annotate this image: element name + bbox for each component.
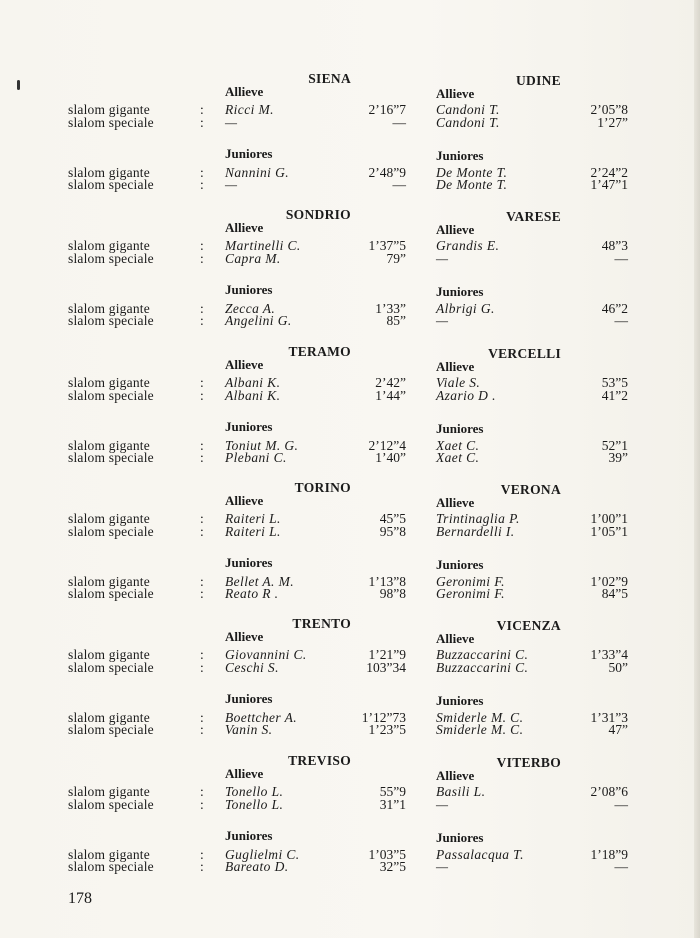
athlete-name: Capra M. xyxy=(225,251,281,266)
athlete-name: Xaet C. xyxy=(436,438,480,453)
section-header-allieve: Allieve xyxy=(436,495,475,510)
result-time: 1’31”3 xyxy=(590,710,628,725)
label-slalom-speciale: slalom speciale xyxy=(68,177,154,192)
label-slalom-gigante: slalom gigante xyxy=(68,438,150,453)
result-time: 55”9 xyxy=(379,784,406,799)
result-time: 39” xyxy=(608,450,628,465)
label-slalom-speciale: slalom speciale xyxy=(68,524,154,539)
page-number: 178 xyxy=(68,890,92,907)
result-time: 1’40” xyxy=(375,450,406,465)
athlete-name: — xyxy=(436,797,449,812)
section-header-allieve: Allieve xyxy=(436,768,475,783)
athlete-name: — xyxy=(225,177,238,192)
colon: : xyxy=(200,115,204,130)
label-slalom-speciale: slalom speciale xyxy=(68,660,154,675)
result-time: — xyxy=(392,115,406,130)
label-slalom-gigante: slalom gigante xyxy=(68,710,150,725)
athlete-name: Bellet A. M. xyxy=(225,574,295,589)
colon: : xyxy=(200,847,204,862)
city-heading-left: TORINO xyxy=(294,480,351,495)
section-header-allieve: Allieve xyxy=(225,629,264,644)
label-slalom-gigante: slalom gigante xyxy=(68,847,150,862)
result-time: 2’48”9 xyxy=(368,165,406,180)
athlete-name: Boettcher A. xyxy=(225,710,298,725)
athlete-name: Albani K. xyxy=(225,375,281,390)
label-slalom-gigante: slalom gigante xyxy=(68,301,150,316)
section-header-allieve: Allieve xyxy=(436,631,475,646)
athlete-name: De Monte T. xyxy=(436,177,508,192)
result-time: — xyxy=(614,859,628,874)
colon: : xyxy=(200,660,204,675)
section-header-juniores: Juniores xyxy=(225,691,273,706)
colon: : xyxy=(200,388,204,403)
colon: : xyxy=(200,859,204,874)
label-slalom-gigante: slalom gigante xyxy=(68,511,150,526)
label-slalom-speciale: slalom speciale xyxy=(68,722,154,737)
athlete-name: Buzzaccarini C. xyxy=(436,647,529,662)
section-header-allieve: Allieve xyxy=(225,766,264,781)
result-time: — xyxy=(614,251,628,266)
colon: : xyxy=(200,722,204,737)
result-time: 1’13”8 xyxy=(368,574,406,589)
city-heading-right: VITERBO xyxy=(496,755,561,770)
section-header-juniores: Juniores xyxy=(436,830,484,845)
athlete-name: Tonello L. xyxy=(225,784,284,799)
athlete-name: Angelini G. xyxy=(225,313,292,328)
section-header-juniores: Juniores xyxy=(436,148,484,163)
result-time: 45”5 xyxy=(379,511,406,526)
result-time: 50” xyxy=(608,660,628,675)
section-header-juniores: Juniores xyxy=(436,693,484,708)
athlete-name: Grandis E. xyxy=(436,238,500,253)
result-time: 1’05”1 xyxy=(590,524,628,539)
athlete-name: Reato R . xyxy=(225,586,279,601)
athlete-name: — xyxy=(436,313,449,328)
athlete-name: Xaet C. xyxy=(436,450,480,465)
city-group xyxy=(0,345,700,475)
label-slalom-gigante: slalom gigante xyxy=(68,647,150,662)
label-slalom-speciale: slalom speciale xyxy=(68,251,154,266)
result-time: — xyxy=(614,797,628,812)
city-group xyxy=(0,481,700,611)
label-slalom-gigante: slalom gigante xyxy=(68,375,150,390)
colon: : xyxy=(200,102,204,117)
section-header-allieve: Allieve xyxy=(436,359,475,374)
city-heading-right: VERONA xyxy=(500,482,561,497)
label-slalom-speciale: slalom speciale xyxy=(68,797,154,812)
colon: : xyxy=(200,511,204,526)
city-heading-right: UDINE xyxy=(515,73,561,88)
label-slalom-gigante: slalom gigante xyxy=(68,784,150,799)
athlete-name: Geronimi F. xyxy=(436,574,505,589)
result-time: 98”8 xyxy=(379,586,406,601)
label-slalom-speciale: slalom speciale xyxy=(68,586,154,601)
city-group xyxy=(0,208,700,338)
colon: : xyxy=(200,165,204,180)
city-heading-right: VARESE xyxy=(506,209,561,224)
label-slalom-speciale: slalom speciale xyxy=(68,388,154,403)
athlete-name: Viale S. xyxy=(436,375,481,390)
colon: : xyxy=(200,647,204,662)
athlete-name: Martinelli C. xyxy=(225,238,301,253)
colon: : xyxy=(200,375,204,390)
label-slalom-speciale: slalom speciale xyxy=(68,115,154,130)
city-heading-right: VICENZA xyxy=(496,618,561,633)
athlete-name: Geronimi F. xyxy=(436,586,505,601)
athlete-name: Toniut M. G. xyxy=(225,438,299,453)
city-heading-left: SIENA xyxy=(308,71,351,86)
athlete-name: Zecca A. xyxy=(225,301,276,316)
athlete-name: Passalacqua T. xyxy=(436,847,524,862)
section-header-juniores: Juniores xyxy=(436,557,484,572)
result-time: — xyxy=(392,177,406,192)
result-time: 2’24”2 xyxy=(590,165,628,180)
athlete-name: Nannini G. xyxy=(225,165,290,180)
result-time: 84”5 xyxy=(601,586,628,601)
city-heading-right: VERCELLI xyxy=(488,346,561,361)
colon: : xyxy=(200,177,204,192)
athlete-name: Buzzaccarini C. xyxy=(436,660,529,675)
athlete-name: — xyxy=(436,251,449,266)
result-time: 1’37”5 xyxy=(368,238,406,253)
label-slalom-gigante: slalom gigante xyxy=(68,238,150,253)
city-heading-left: TREVISO xyxy=(288,753,351,768)
section-header-juniores: Juniores xyxy=(225,828,273,843)
result-time: 1’33” xyxy=(375,301,406,316)
section-header-allieve: Allieve xyxy=(225,357,264,372)
athlete-name: Smiderle M. C. xyxy=(436,722,524,737)
result-time: 2’05”8 xyxy=(590,102,628,117)
colon: : xyxy=(200,586,204,601)
athlete-name: Vanin S. xyxy=(225,722,273,737)
athlete-name: Albrigi G. xyxy=(436,301,495,316)
result-time: 32”5 xyxy=(379,859,406,874)
athlete-name: Basili L. xyxy=(436,784,486,799)
section-header-allieve: Allieve xyxy=(436,222,475,237)
result-time: 31”1 xyxy=(379,797,406,812)
result-time: 1’03”5 xyxy=(368,847,406,862)
athlete-name: Raiteri L. xyxy=(225,524,281,539)
section-header-juniores: Juniores xyxy=(436,284,484,299)
label-slalom-speciale: slalom speciale xyxy=(68,450,154,465)
result-time: 95”8 xyxy=(379,524,406,539)
label-slalom-speciale: slalom speciale xyxy=(68,859,154,874)
athlete-name: Bareato D. xyxy=(225,859,289,874)
result-time: 1’27” xyxy=(597,115,628,130)
result-time: — xyxy=(614,313,628,328)
city-group xyxy=(0,72,700,202)
colon: : xyxy=(200,797,204,812)
city-heading-left: TRENTO xyxy=(292,616,351,631)
athlete-name: De Monte T. xyxy=(436,165,508,180)
city-group xyxy=(0,754,700,884)
athlete-name: Guglielmi C. xyxy=(225,847,300,862)
result-time: 46”2 xyxy=(601,301,628,316)
colon: : xyxy=(200,251,204,266)
label-slalom-gigante: slalom gigante xyxy=(68,165,150,180)
athlete-name: Candoni T. xyxy=(436,115,500,130)
result-time: 48”3 xyxy=(601,238,628,253)
athlete-name: Giovannini C. xyxy=(225,647,307,662)
result-time: 1’33”4 xyxy=(590,647,628,662)
colon: : xyxy=(200,450,204,465)
colon: : xyxy=(200,574,204,589)
athlete-name: Ricci M. xyxy=(225,102,274,117)
result-time: 1’12”73 xyxy=(361,710,406,725)
colon: : xyxy=(200,301,204,316)
colon: : xyxy=(200,238,204,253)
result-time: 41”2 xyxy=(601,388,628,403)
colon: : xyxy=(200,784,204,799)
section-header-allieve: Allieve xyxy=(436,86,475,101)
result-time: 103”34 xyxy=(366,660,406,675)
city-heading-left: SONDRIO xyxy=(285,207,351,222)
result-time: 1’02”9 xyxy=(590,574,628,589)
label-slalom-gigante: slalom gigante xyxy=(68,102,150,117)
result-time: 1’23”5 xyxy=(368,722,406,737)
result-time: 2’16”7 xyxy=(368,102,406,117)
section-header-juniores: Juniores xyxy=(225,146,273,161)
city-group xyxy=(0,617,700,747)
colon: : xyxy=(200,710,204,725)
result-time: 1’44” xyxy=(375,388,406,403)
result-time: 85” xyxy=(386,313,406,328)
result-time: 47” xyxy=(608,722,628,737)
result-time: 1’21”9 xyxy=(368,647,406,662)
athlete-name: — xyxy=(225,115,238,130)
label-slalom-gigante: slalom gigante xyxy=(68,574,150,589)
label-slalom-speciale: slalom speciale xyxy=(68,313,154,328)
athlete-name: Raiteri L. xyxy=(225,511,281,526)
section-header-allieve: Allieve xyxy=(225,493,264,508)
section-header-allieve: Allieve xyxy=(225,84,264,99)
result-time: 2’08”6 xyxy=(590,784,628,799)
athlete-name: Azario D . xyxy=(436,388,496,403)
result-time: 1’18”9 xyxy=(590,847,628,862)
city-heading-left: TERAMO xyxy=(288,344,351,359)
result-time: 2’42” xyxy=(375,375,406,390)
section-header-juniores: Juniores xyxy=(225,555,273,570)
result-time: 79” xyxy=(386,251,406,266)
athlete-name: Trintinaglia P. xyxy=(436,511,520,526)
result-time: 53”5 xyxy=(601,375,628,390)
result-time: 1’00”1 xyxy=(590,511,628,526)
athlete-name: Tonello L. xyxy=(225,797,284,812)
athlete-name: Bernardelli I. xyxy=(436,524,515,539)
result-time: 1’47”1 xyxy=(590,177,628,192)
section-header-allieve: Allieve xyxy=(225,220,264,235)
result-time: 52”1 xyxy=(601,438,628,453)
athlete-name: Candoni T. xyxy=(436,102,500,117)
section-header-juniores: Juniores xyxy=(436,421,484,436)
athlete-name: Albani K. xyxy=(225,388,281,403)
athlete-name: Plebani C. xyxy=(225,450,287,465)
athlete-name: — xyxy=(436,859,449,874)
result-time: 2’12”4 xyxy=(368,438,406,453)
athlete-name: Ceschi S. xyxy=(225,660,279,675)
colon: : xyxy=(200,524,204,539)
colon: : xyxy=(200,438,204,453)
colon: : xyxy=(200,313,204,328)
athlete-name: Smiderle M. C. xyxy=(436,710,524,725)
section-header-juniores: Juniores xyxy=(225,282,273,297)
section-header-juniores: Juniores xyxy=(225,419,273,434)
